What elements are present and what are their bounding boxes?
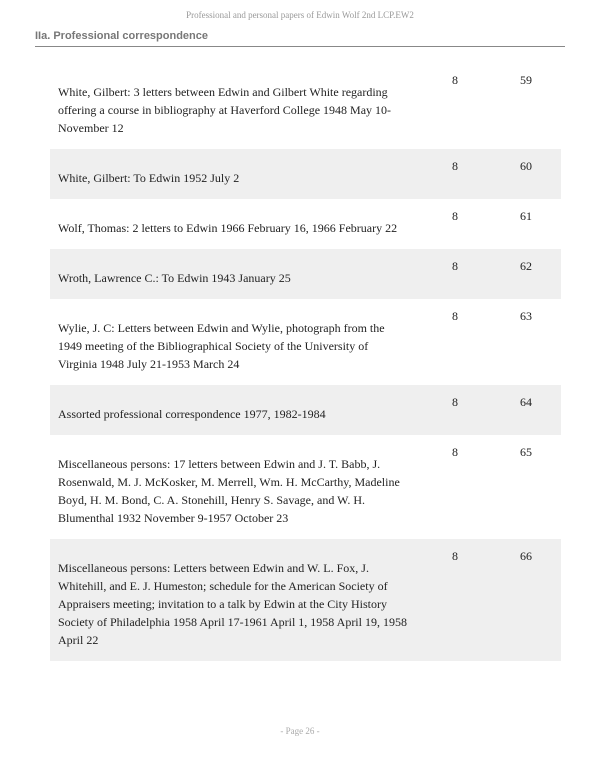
container-list (50, 63, 561, 661)
item-description: White, Gilbert: To Edwin 1952 July 2 (58, 171, 240, 185)
item-description: Assorted professional correspondence 1977, 1982-1984 (58, 407, 326, 421)
folder-number: 66 (520, 549, 532, 563)
item-description: Miscellaneous persons: 17 letters between Edwin and J. T. Babb, J. Rosenwald, M. J. McKosker, M. Merrell, Wm. H. McCarthy, Madeline Boyd, H. M. Bond, C. A. Stonehill, Henry S. Savage, and W. H. Blumenthal 1932 November 9-1957 October 23 (58, 457, 400, 525)
box-number: 8 (452, 549, 458, 563)
box-number: 8 (452, 445, 458, 459)
folder-number: 61 (520, 209, 532, 223)
box-number: 8 (452, 259, 458, 273)
page-number: - Page 26 - (280, 726, 320, 736)
list-item (50, 249, 561, 299)
box-number: 8 (452, 159, 458, 173)
item-description: Wroth, Lawrence C.: To Edwin 1943 January 25 (58, 271, 291, 285)
item-description: White, Gilbert: 3 letters between Edwin and Gilbert White regarding offering a course in bibliography at Haverford College 1948 May 10-November 12 (58, 85, 392, 135)
item-description: Wolf, Thomas: 2 letters to Edwin 1966 February 16, 1966 February 22 (58, 221, 398, 235)
list-item (50, 539, 561, 661)
list-item (50, 385, 561, 435)
folder-number: 59 (520, 73, 532, 87)
list-item (50, 149, 561, 199)
running-head: Professional and personal papers of Edwin Wolf 2nd LCP.EW2 (186, 10, 414, 20)
box-number: 8 (452, 395, 458, 409)
item-description: Wylie, J. C: Letters between Edwin and Wylie, photograph from the 1949 meeting of the Bibliographical Society of the University of Virginia 1948 July 21-1953 March 24 (58, 321, 385, 371)
list-item (50, 199, 561, 249)
folder-number: 60 (520, 159, 532, 173)
list-item (50, 435, 561, 539)
folder-number: 62 (520, 259, 532, 273)
folder-number: 63 (520, 309, 532, 323)
list-item (50, 63, 561, 149)
section-title: IIa. Professional correspondence (35, 30, 565, 47)
folder-number: 65 (520, 445, 532, 459)
box-number: 8 (452, 73, 458, 87)
list-item (50, 299, 561, 385)
folder-number: 64 (520, 395, 532, 409)
box-number: 8 (452, 309, 458, 323)
box-number: 8 (452, 209, 458, 223)
item-description: Miscellaneous persons: Letters between Edwin and W. L. Fox, J. Whitehill, and E. J. Humeston; schedule for the American Society of Appraisers meeting; invitation to a talk by Edwin at the City History Society of Philadelphia 1958 April 17-1961 April 1, 1958 April 19, 1958 April 22 (58, 561, 407, 647)
